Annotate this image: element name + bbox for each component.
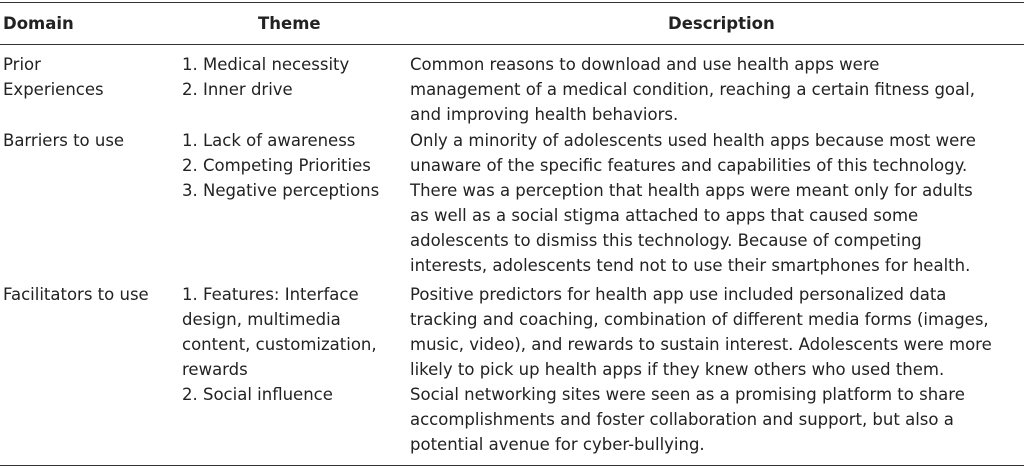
- row-2-description-line: adolescents to dismiss this technology. Because of competing: [410, 231, 922, 250]
- row-3-description-line: music, video), and rewards to sustain interest. Adolescents were more: [410, 335, 992, 354]
- row-3-description-line: Social networking sites were seen as a promising platform to share: [410, 385, 965, 404]
- row-3-theme-line: rewards: [182, 360, 248, 379]
- header-theme: Theme: [258, 14, 321, 33]
- row-1-description-line: and improving health behaviors.: [410, 105, 679, 124]
- row-1-theme-line: 1. Medical necessity: [182, 55, 350, 74]
- row-3-theme-line: design, multimedia: [182, 310, 341, 329]
- row-2-description-line: Only a minority of adolescents used health apps because most were: [410, 131, 976, 150]
- row-3-domain: [3, 282, 149, 307]
- row-1-theme-line: 2. Inner drive: [182, 80, 293, 99]
- row-2-theme-line: 1. Lack of awareness: [182, 131, 356, 150]
- row-3-description-line: accomplishments and foster collaboration and support, but also a: [410, 410, 954, 429]
- row-2-theme-line: 2. Competing Priorities: [182, 156, 371, 175]
- row-2-description-line: interests, adolescents tend not to use their smartphones for health.: [410, 256, 971, 275]
- row-3-description-line: likely to pick up health apps if they knew others who used them.: [410, 360, 945, 379]
- table-bottom-rule: [0, 465, 1024, 466]
- row-1-domain-line: Experiences: [3, 80, 104, 99]
- row-3-theme-line: 2. Social influence: [182, 385, 333, 404]
- row-1-description-line: Common reasons to download and use health apps were: [410, 55, 880, 74]
- row-1-description: [410, 52, 975, 127]
- table-header-rule: [0, 44, 1024, 45]
- header-description: Description: [668, 14, 775, 33]
- row-3-theme: [182, 282, 377, 407]
- row-2-theme-line: 3. Negative perceptions: [182, 181, 380, 200]
- row-2-description: [410, 128, 976, 278]
- row-3-description: [410, 282, 992, 457]
- row-3-domain-line: Facilitators to use: [3, 285, 149, 304]
- row-2-theme: [182, 128, 379, 203]
- row-1-domain-line: Prior: [3, 55, 41, 74]
- row-3-description-line: potential avenue for cyber-bullying.: [410, 435, 705, 454]
- row-3-description-line: Positive predictors for health app use included personalized data: [410, 285, 947, 304]
- row-3-description-line: tracking and coaching, combination of different media forms (images,: [410, 310, 989, 329]
- row-1-theme: [182, 52, 349, 102]
- row-2-domain: [3, 128, 124, 153]
- row-2-domain-line: Barriers to use: [3, 131, 125, 150]
- row-3-theme-line: content, customization,: [182, 335, 377, 354]
- row-2-description-line: as well as a social stigma attached to apps that caused some: [410, 206, 919, 225]
- header-domain: Domain: [3, 14, 74, 33]
- table-top-rule: [0, 2, 1024, 3]
- row-1-domain: [3, 52, 104, 102]
- row-2-description-line: unaware of the specific features and capabilities of this technology.: [410, 156, 968, 175]
- row-2-description-line: There was a perception that health apps were meant only for adults: [410, 181, 973, 200]
- row-3-theme-line: 1. Features: Interface: [182, 285, 359, 304]
- row-1-description-line: management of a medical condition, reaching a certain fitness goal,: [410, 80, 975, 99]
